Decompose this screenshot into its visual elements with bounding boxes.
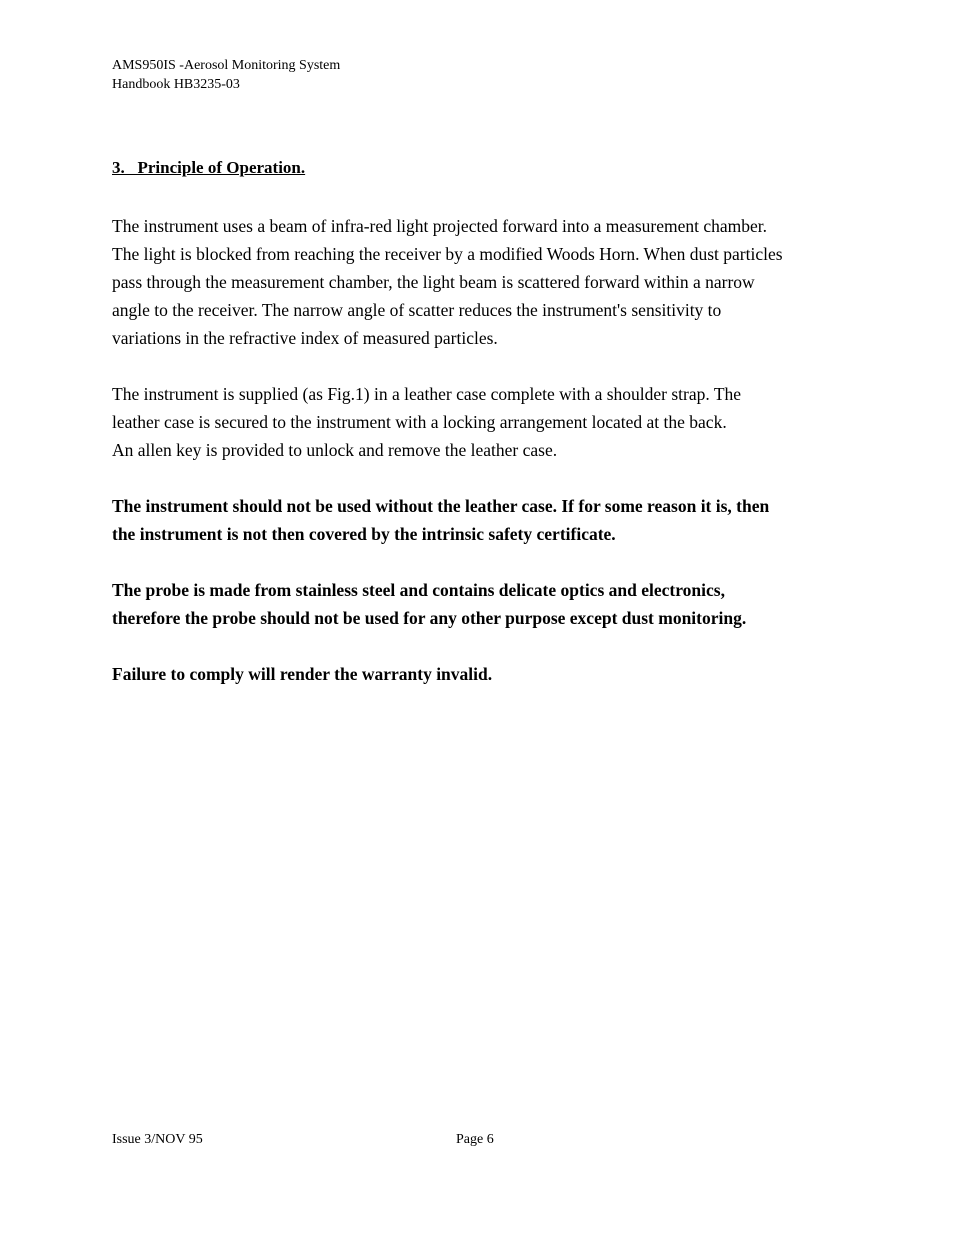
warning-warranty [112,660,492,688]
paragraph-line: the instrument is not then covered by the intrinsic safety certificate. [112,524,616,544]
paragraph-line: variations in the refractive index of measured particles. [112,328,498,348]
paragraph-principle [112,212,783,352]
footer-issue: Issue 3/NOV 95 [112,1132,203,1147]
warning-leather-case [112,492,769,548]
paragraph-line: The light is blocked from reaching the receiver by a modified Woods Horn. When dust particles [112,244,783,264]
header-handbook-number: Handbook HB3235-03 [112,77,240,92]
paragraph-line: angle to the receiver. The narrow angle of scatter reduces the instrument's sensitivity to [112,300,722,320]
paragraph-line: An allen key is provided to unlock and remove the leather case. [112,440,558,460]
section-title: 3. Principle of Operation. [112,158,306,177]
warning-probe-usage [112,576,746,632]
document-header [112,56,340,94]
footer-page-number: Page 6 [456,1132,494,1147]
paragraph-line: The instrument should not be used without the leather case. If for some reason it is, then [112,496,770,516]
paragraph-line: The instrument uses a beam of infra-red light projected forward into a measurement chamber. [112,216,768,236]
paragraph-leather-case [112,380,741,464]
paragraph-line: Failure to comply will render the warranty invalid. [112,664,493,684]
header-system-title: AMS950IS -Aerosol Monitoring System [112,58,341,73]
paragraph-line: The probe is made from stainless steel and contains delicate optics and electronics, [112,580,725,600]
paragraph-line: The instrument is supplied (as Fig.1) in a leather case complete with a shoulder strap. The [112,384,742,404]
paragraph-line: therefore the probe should not be used for any other purpose except dust monitoring. [112,608,747,628]
paragraph-line: leather case is secured to the instrument with a locking arrangement located at the back. [112,412,727,432]
paragraph-line: pass through the measurement chamber, the light beam is scattered forward within a narrow [112,272,755,292]
